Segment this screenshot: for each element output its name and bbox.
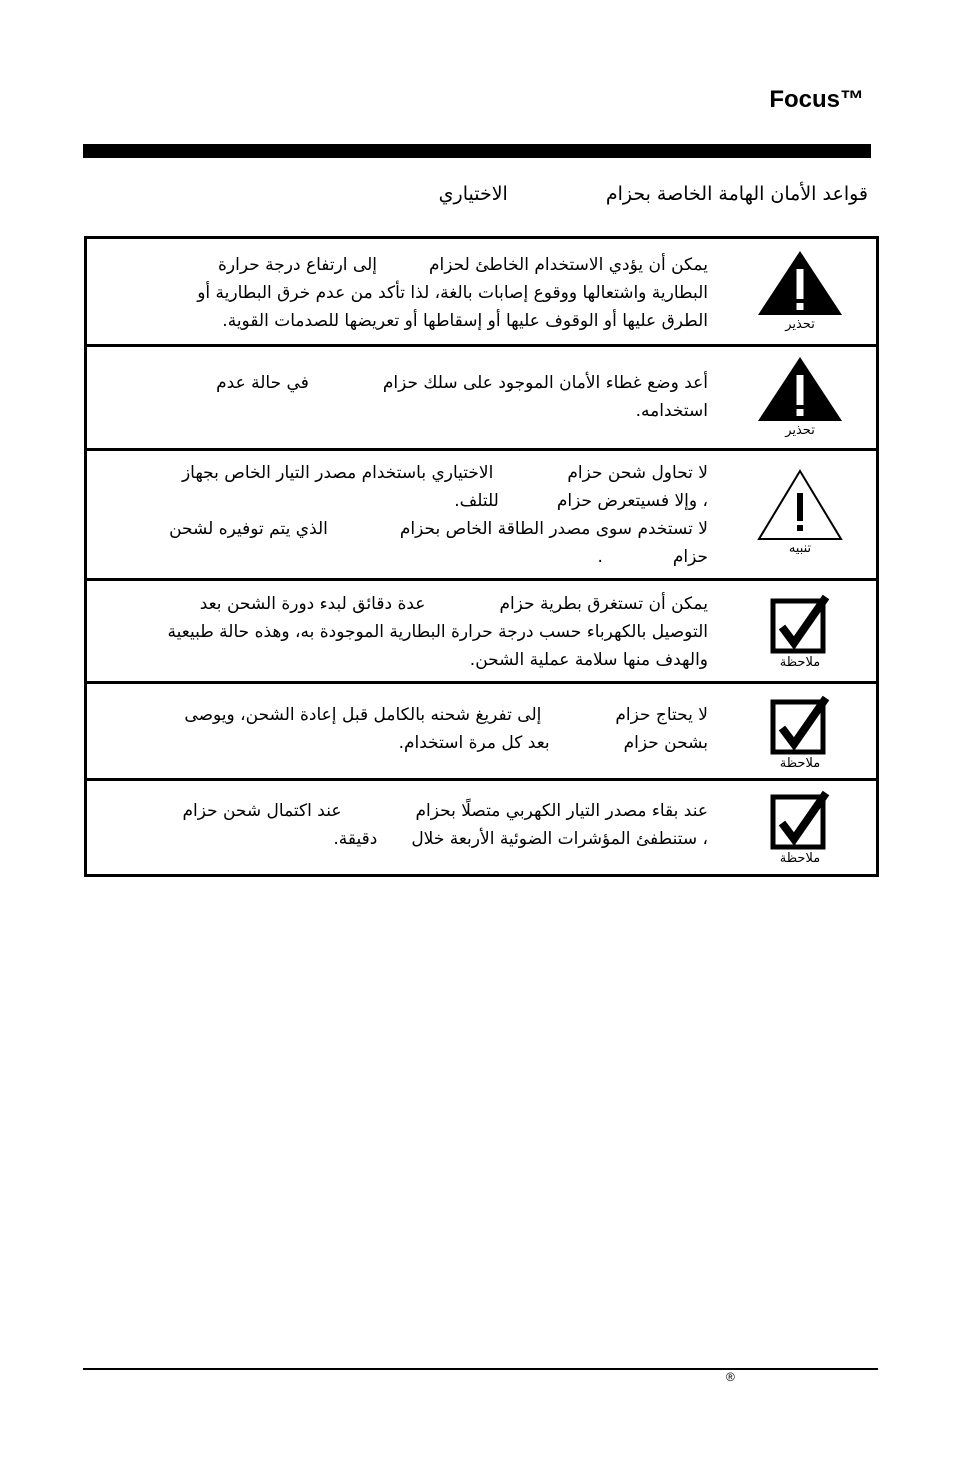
notice-icon-wrap xyxy=(752,593,848,670)
notice-row xyxy=(87,581,876,684)
notice-line: بعد كل مرة استخدام. xyxy=(398,733,550,753)
section-title xyxy=(439,183,868,205)
notice-line: والهدف منها سلامة عملية الشحن. xyxy=(469,650,708,670)
notice-icon-wrap xyxy=(752,353,848,438)
notice-line: إلى ارتفاع درجة حرارة xyxy=(218,255,378,275)
notice-line: ، وإلا فسيتعرض حزام xyxy=(556,491,708,511)
notice-icon-wrap xyxy=(752,467,848,556)
warning-filled-icon xyxy=(754,247,846,319)
notice-line: الطرق عليها أو الوقوف عليها أو إسقاطها أو تعريضها للصدمات القوية. xyxy=(222,311,708,331)
notice-line: في حالة عدم xyxy=(216,373,309,393)
safety-notice-table xyxy=(84,236,879,877)
notice-text xyxy=(101,459,708,571)
notice-row xyxy=(87,781,876,874)
checkbox-note-icon xyxy=(768,789,832,853)
notice-line: الذي يتم توفيره لشحن xyxy=(169,519,328,539)
caution-outline-icon xyxy=(755,467,845,543)
notice-icon-label: ملاحظة xyxy=(779,756,821,771)
notice-icon-label: تحذير xyxy=(785,423,815,438)
notice-line: إلى تفريغ شحنه بالكامل قبل إعادة الشحن، ويوصى xyxy=(184,705,542,725)
checkbox-note-icon xyxy=(768,694,832,758)
footer-rule xyxy=(83,1368,878,1370)
notice-text xyxy=(101,701,708,757)
registered-mark: ® xyxy=(726,1370,735,1384)
header-rule xyxy=(83,144,871,158)
notice-text xyxy=(101,590,708,674)
notice-line: عدة دقائق لبدء دورة الشحن بعد xyxy=(199,594,426,614)
notice-line: ، ستنطفئ المؤشرات الضوئية الأربعة خلال xyxy=(411,829,708,849)
notice-row xyxy=(87,451,876,581)
checkbox-note-icon xyxy=(768,593,832,657)
notice-line: . xyxy=(597,547,603,567)
notice-line: البطارية واشتعالها ووقوع إصابات بالغة، لذا تأكد من عدم خرق البطارية أو xyxy=(197,283,708,303)
notice-line: أعد وضع غطاء الأمان الموجود على سلك حزام xyxy=(382,373,708,393)
notice-row xyxy=(87,239,876,347)
notice-line: بشحن حزام xyxy=(623,733,708,753)
notice-text xyxy=(101,797,708,853)
notice-line: التوصيل بالكهرباء حسب درجة حرارة البطارية الموجودة به، وهذه حالة طبيعية xyxy=(167,622,708,642)
notice-icon-wrap xyxy=(752,789,848,866)
notice-text xyxy=(101,369,708,425)
notice-text xyxy=(101,251,708,335)
notice-icon-label: تنبيه xyxy=(788,541,812,556)
warning-filled-icon xyxy=(754,353,846,425)
notice-row xyxy=(87,347,876,451)
notice-line: حزام xyxy=(672,547,708,567)
notice-row xyxy=(87,684,876,781)
notice-line: يمكن أن يؤدي الاستخدام الخاطئ لحزام xyxy=(429,255,708,275)
notice-line: لا تحاول شحن حزام xyxy=(567,463,708,483)
notice-icon-label: ملاحظة xyxy=(779,655,821,670)
notice-line: الاختياري باستخدام مصدر التيار الخاص بجهاز xyxy=(181,463,494,483)
notice-line: استخدامه. xyxy=(635,401,708,421)
notice-line: دقيقة. xyxy=(333,829,378,849)
notice-line: عند بقاء مصدر التيار الكهربي متصلًا بحزام xyxy=(415,801,708,821)
notice-line: يمكن أن تستغرق بطرية حزام xyxy=(499,594,708,614)
notice-icon-label: ملاحظة xyxy=(779,851,821,866)
brand-title: Focus™ xyxy=(769,86,864,113)
notice-line: لا يحتاج حزام xyxy=(615,705,708,725)
section-title-part2: الاختياري xyxy=(438,183,508,205)
notice-icon-wrap xyxy=(752,694,848,771)
section-title-part1: قواعد الأمان الهامة الخاصة بحزام xyxy=(605,183,868,205)
notice-line: للتلف. xyxy=(454,491,499,511)
notice-line: عند اكتمال شحن حزام xyxy=(182,801,342,821)
notice-line: لا تستخدم سوى مصدر الطاقة الخاص بحزام xyxy=(399,519,708,539)
notice-icon-wrap xyxy=(752,247,848,332)
notice-icon-label: تحذير xyxy=(785,317,815,332)
